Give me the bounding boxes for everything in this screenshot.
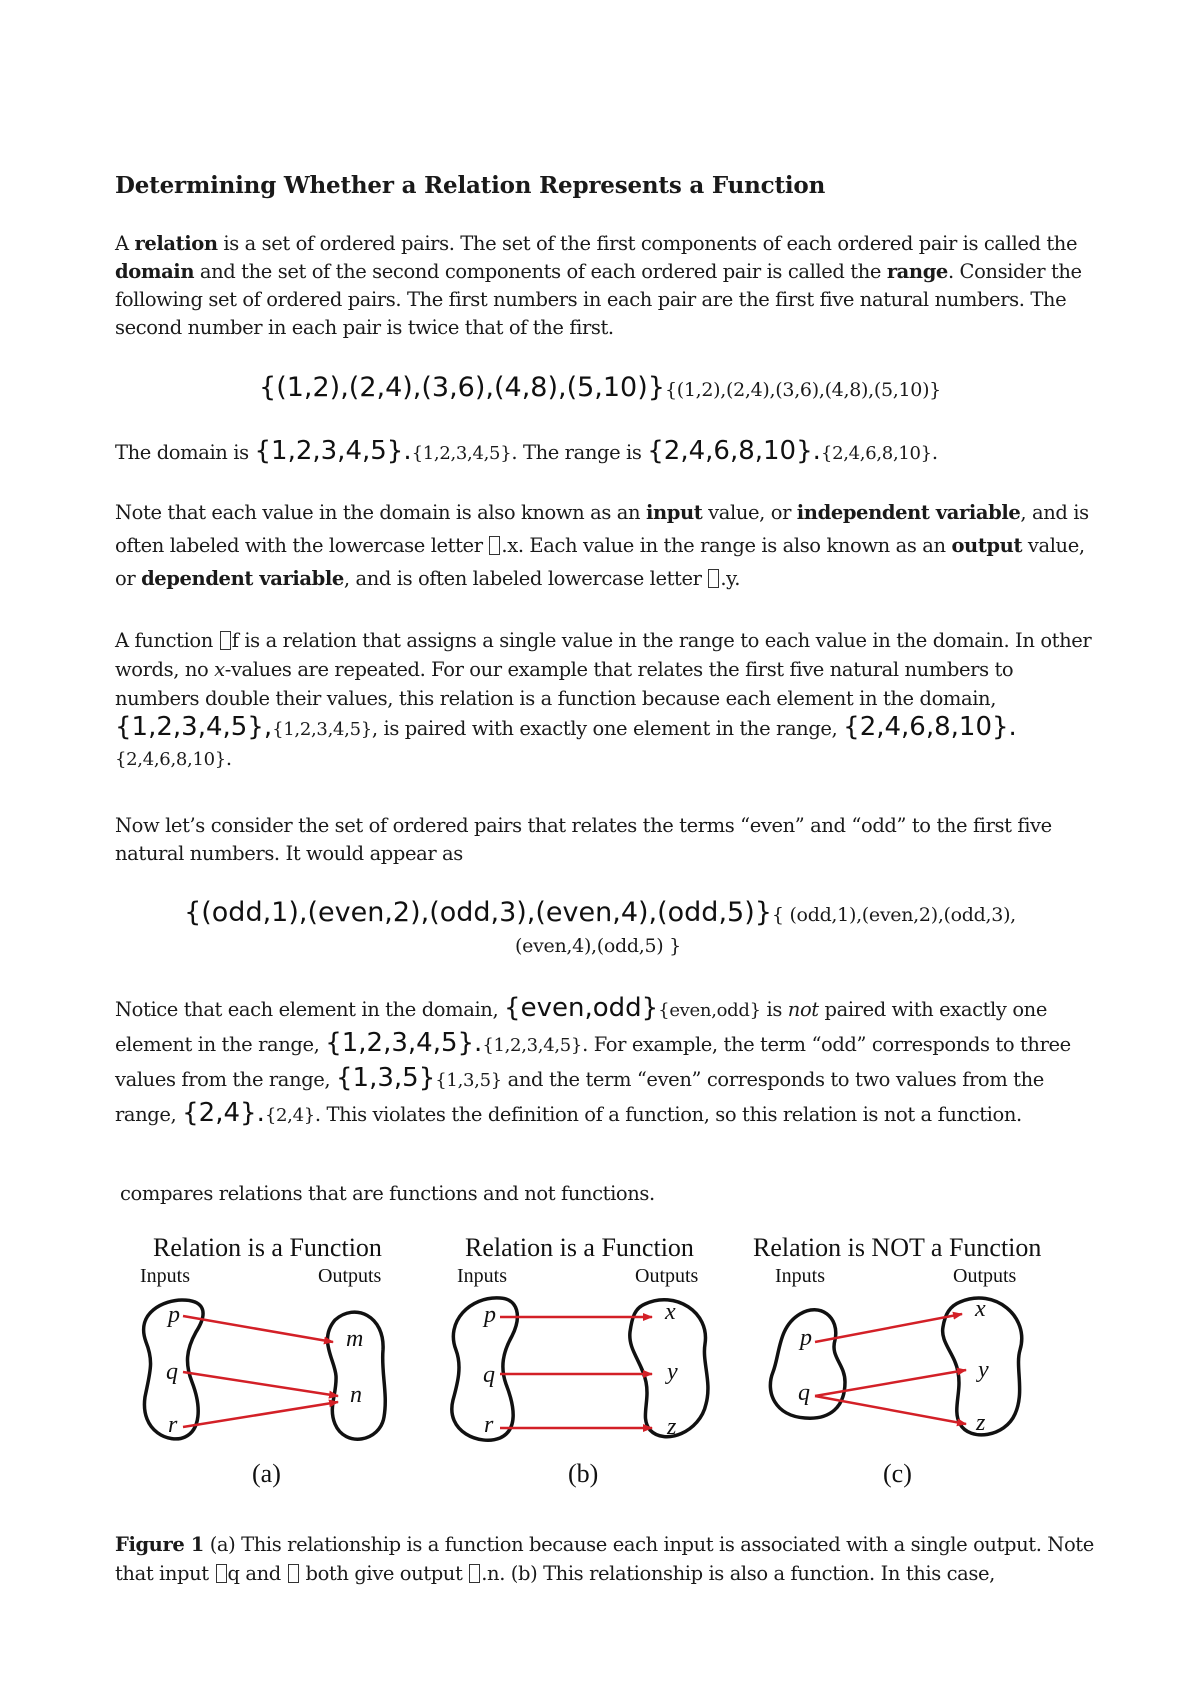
text-run: , is paired with exactly one element in the range, <box>371 717 844 740</box>
input-q: q <box>166 1359 178 1385</box>
term-independent-variable: independent variable <box>796 501 1021 524</box>
text-run: and the term “even” corresponds to two values from the range, <box>115 1068 1044 1126</box>
input-q: q <box>483 1362 495 1388</box>
math-expression: {1,2,3,4,5}. <box>325 1028 483 1058</box>
output-x: x <box>975 1296 986 1322</box>
outputs-label: Outputs <box>318 1265 382 1287</box>
text-run: . Each value in the range is also known as an <box>517 534 952 557</box>
italic-emphasis: not <box>787 998 819 1021</box>
output-y: y <box>667 1359 678 1385</box>
math-alt-text: {even,odd} <box>658 1000 761 1021</box>
text-run: (a) This relationship is a function because each input is associated with a single output. Note that input <box>115 1533 1094 1585</box>
output-z: z <box>667 1414 677 1440</box>
panel-b <box>452 1233 708 1488</box>
output-n: n <box>350 1382 362 1408</box>
text-run: . <box>734 567 740 590</box>
text-run: both give output <box>299 1562 469 1585</box>
text-run: is a set of ordered pairs. The set of the first components of each ordered pair is called the <box>217 232 1078 255</box>
math-alt-text: {(1,2),(2,4),(3,6),(4,8),(5,10)} <box>664 379 941 401</box>
output-z: z <box>976 1410 986 1436</box>
math-alt-text: {1,2,3,4,5} <box>272 719 372 740</box>
text-run: . The range is <box>511 441 648 464</box>
text-run: . <box>931 441 938 464</box>
missing-glyph-icon <box>216 1564 227 1583</box>
term-input: input <box>645 501 703 524</box>
text-run: value, or <box>115 534 1085 590</box>
term-output: output <box>951 534 1023 557</box>
text-run: -values are repeated. For our example that relates the first five natural numbers to numbers double their values, this relation is a function because each element in the domain, <box>115 658 1014 710</box>
outputs-label: Outputs <box>635 1265 699 1287</box>
outputs-label: Outputs <box>953 1265 1017 1287</box>
term-dependent-variable: dependent variable <box>141 567 344 590</box>
math-alt-text: {1,3,5} <box>435 1070 502 1091</box>
output-m: m <box>346 1326 364 1352</box>
inputs-label: Inputs <box>457 1265 507 1287</box>
text-run: is <box>760 998 788 1021</box>
note-paragraph <box>115 496 1095 595</box>
panel-caption: (b) <box>568 1459 599 1488</box>
math-alt-text: q <box>227 1562 240 1585</box>
math-alt-text: .y <box>720 567 735 590</box>
text-run: Note that each value in the domain is also known as an <box>115 501 646 524</box>
inputs-label: Inputs <box>775 1265 825 1287</box>
math-alt-text: { (odd,1),(even,2),(odd,3), <box>771 904 1016 926</box>
math-expression: {1,2,3,4,5}, <box>115 712 273 742</box>
mapping-arrow <box>183 1372 338 1396</box>
section-heading: Determining Whether a Relation Represents a Function <box>115 172 826 199</box>
mapping-arrow <box>815 1396 966 1424</box>
figure-caption <box>115 1530 1095 1588</box>
math-alt-text: {2,4,6,8,10} <box>115 749 226 770</box>
mapping-arrow <box>183 1316 333 1342</box>
panel-a <box>140 1233 385 1488</box>
text-run: . For example, the term “odd” corresponds to three values from the range, <box>115 1033 1071 1091</box>
input-r: r <box>484 1412 494 1438</box>
mapping-arrow <box>183 1402 338 1427</box>
text-run: is a relation that assigns a single value in the range to each value in the domain. In other words, no <box>115 629 1092 681</box>
mapping-arrow <box>815 1370 966 1396</box>
text-run: . This violates the definition of a function, so this relation is not a function. <box>314 1103 1022 1126</box>
panel-title: Relation is a Function <box>465 1233 694 1262</box>
text-run: The domain is <box>115 441 255 464</box>
input-p: p <box>168 1302 180 1328</box>
notice-paragraph <box>115 992 1095 1132</box>
inputs-label: Inputs <box>140 1265 190 1287</box>
input-r: r <box>168 1412 178 1438</box>
text-run: value, or <box>702 501 797 524</box>
domain-range-line <box>115 437 1095 468</box>
math-alt-text: {2,4,6,8,10} <box>820 443 932 464</box>
text-run: Notice that each element in the domain, <box>115 998 505 1021</box>
output-y: y <box>978 1357 989 1383</box>
math-expression: {even,odd} <box>504 993 659 1023</box>
text-run: paired with exactly one element in the range, <box>115 998 1047 1056</box>
math-expression: {2,4,6,8,10}. <box>647 436 821 466</box>
missing-glyph-icon <box>288 1564 299 1583</box>
text-run: , and is often labeled lowercase letter <box>343 567 708 590</box>
math-alt-text: {1,2,3,4,5} <box>411 443 512 464</box>
math-alt-text: f <box>231 629 239 652</box>
text-run: , and is often labeled with the lowercase letter <box>115 501 1089 557</box>
text-run: . Consider the following set of ordered pairs. The first numbers in each pair are the first five natural numbers. The second number in each pair is twice that of the first. <box>115 260 1082 339</box>
text-run: and <box>239 1562 287 1585</box>
missing-glyph-icon <box>469 1564 480 1583</box>
output-x: x <box>665 1299 676 1325</box>
compares-line: compares relations that are functions and not functions. <box>120 1182 655 1205</box>
input-p: p <box>800 1325 812 1351</box>
math-alt-text: (even,4),(odd,5) } <box>515 935 681 957</box>
panel-c <box>753 1233 1041 1488</box>
math-expression: {(odd,1),(even,2),(odd,3),(even,4),(odd,5)} <box>184 897 772 928</box>
panel-caption: (c) <box>883 1459 912 1488</box>
input-q: q <box>798 1380 810 1406</box>
italic-variable: x <box>214 658 225 681</box>
panel-caption: (a) <box>252 1459 281 1488</box>
text-run: A function <box>115 629 219 652</box>
math-alt-text: {1,2,3,4,5} <box>482 1035 583 1056</box>
input-p: p <box>484 1302 496 1328</box>
term-domain: domain <box>115 260 195 283</box>
math-alt-text: .x <box>501 534 518 557</box>
text-run: . <box>225 747 232 770</box>
math-expression: {2,4}. <box>182 1098 265 1128</box>
text-run: A <box>115 232 135 255</box>
math-expression: {(1,2),(2,4),(3,6),(4,8),(5,10)} <box>259 372 665 403</box>
math-expression: {2,4,6,8,10}. <box>843 712 1017 742</box>
term-relation: relation <box>134 232 218 255</box>
intro-paragraph <box>115 230 1095 342</box>
panel-title: Relation is NOT a Function <box>753 1233 1042 1262</box>
odd-even-display <box>0 898 1200 962</box>
missing-glyph-icon <box>489 536 500 555</box>
text-run: and the set of the second components of each ordered pair is called the <box>194 260 887 283</box>
panel-title: Relation is a Function <box>153 1233 382 1262</box>
function-definition-paragraph <box>115 626 1095 774</box>
ordered-pairs-display <box>0 372 1200 403</box>
text-run: . (b) This relationship is also a function. In this case, <box>499 1562 995 1585</box>
math-expression: {1,3,5} <box>336 1063 436 1093</box>
missing-glyph-icon <box>708 569 719 588</box>
math-expression: {1,2,3,4,5}. <box>254 436 412 466</box>
missing-glyph-icon <box>220 631 231 650</box>
math-alt-text: .n <box>481 1562 500 1585</box>
relation-figure <box>140 1232 1060 1502</box>
figure-label: Figure 1 <box>115 1533 204 1556</box>
term-range: range <box>886 260 948 283</box>
math-alt-text: {2,4} <box>264 1105 315 1126</box>
odd-even-intro: Now let’s consider the set of ordered pairs that relates the terms “even” and “odd” to the first five natural numbers. It would appear as <box>115 814 1052 865</box>
